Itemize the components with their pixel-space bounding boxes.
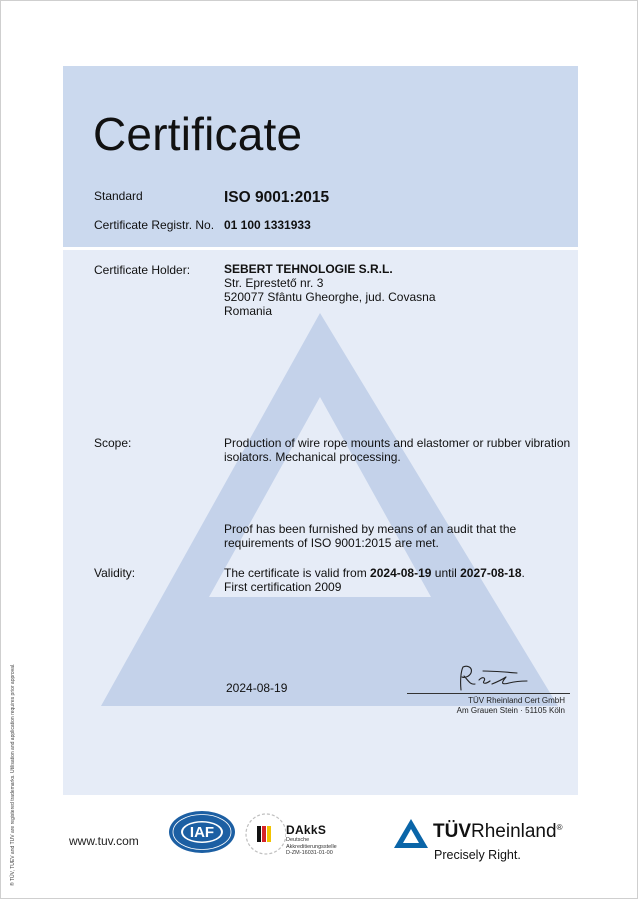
- dakks-line2: Akkreditierungsstelle: [286, 843, 337, 850]
- dakks-name: DAkkS: [286, 823, 327, 837]
- holder-block: [224, 262, 436, 318]
- holder-city: 520077 Sfântu Gheorghe, jud. Covasna: [224, 290, 436, 304]
- dakks-logo-icon: [244, 812, 286, 856]
- issuer-address: Am Grauen Stein · 51105 Köln: [456, 706, 565, 715]
- dakks-text-block: [286, 824, 337, 857]
- issuer-block: [407, 696, 565, 716]
- standard-label: Standard: [94, 189, 143, 203]
- signature-line: [407, 693, 570, 694]
- trademark-note: ® TÜV, TUEV and TUV are registered trademarks. Utilisation and application requires prior approval.: [10, 663, 16, 886]
- tuv-rest: Rheinland: [471, 821, 557, 842]
- issue-date: 2024-08-19: [226, 681, 288, 695]
- tuv-triangle-icon: [393, 818, 429, 850]
- dakks-code: D-ZM-16031-01-00: [286, 850, 333, 856]
- certificate-panel: [63, 66, 578, 795]
- validity-suffix: .: [521, 566, 525, 580]
- tuv-claim: Precisely Right.: [434, 848, 521, 862]
- tuv-reg: ®: [556, 823, 563, 832]
- validity-prefix: The certificate is valid from: [224, 566, 371, 580]
- validity-from: 2024-08-19: [370, 566, 432, 580]
- proof-line: requirements of ISO 9001:2015 are met.: [224, 536, 439, 550]
- signature-icon: [455, 662, 535, 694]
- first-certification: First certification 2009: [224, 580, 342, 594]
- holder-country: Romania: [224, 304, 273, 318]
- iaf-logo: [168, 810, 236, 854]
- tuv-rheinland-wordmark: [433, 821, 562, 843]
- holder-name: SEBERT TEHNOLOGIE S.R.L.: [224, 262, 393, 276]
- validity-block: [224, 566, 525, 594]
- validity-until: 2027-08-18: [460, 566, 522, 580]
- registr-value: 01 100 1331933: [224, 218, 311, 232]
- validity-middle: until: [431, 566, 461, 580]
- scope-block: [224, 436, 570, 464]
- tuv-bold: TÜV: [433, 821, 471, 842]
- certificate-title: Certificate: [93, 108, 303, 160]
- iaf-text: IAF: [189, 824, 215, 841]
- issuer-name: TÜV Rheinland Cert GmbH: [468, 696, 565, 705]
- validity-sentence: [224, 566, 525, 580]
- scope-line: Production of wire rope mounts and elastomer or rubber vibration: [224, 436, 571, 450]
- holder-street: Str. Eprestető nr. 3: [224, 276, 324, 290]
- holder-label: Certificate Holder:: [94, 263, 191, 277]
- website-link[interactable]: www.tuv.com: [69, 834, 139, 848]
- proof-line: Proof has been furnished by means of an audit that the: [224, 522, 517, 536]
- proof-block: [224, 522, 516, 550]
- registr-label: Certificate Registr. No.: [94, 218, 215, 232]
- standard-value: ISO 9001:2015: [224, 189, 330, 206]
- scope-label: Scope:: [94, 436, 132, 450]
- scope-line: isolators. Mechanical processing.: [224, 450, 401, 464]
- validity-label: Validity:: [94, 566, 136, 580]
- dakks-line1: Deutsche: [286, 837, 310, 843]
